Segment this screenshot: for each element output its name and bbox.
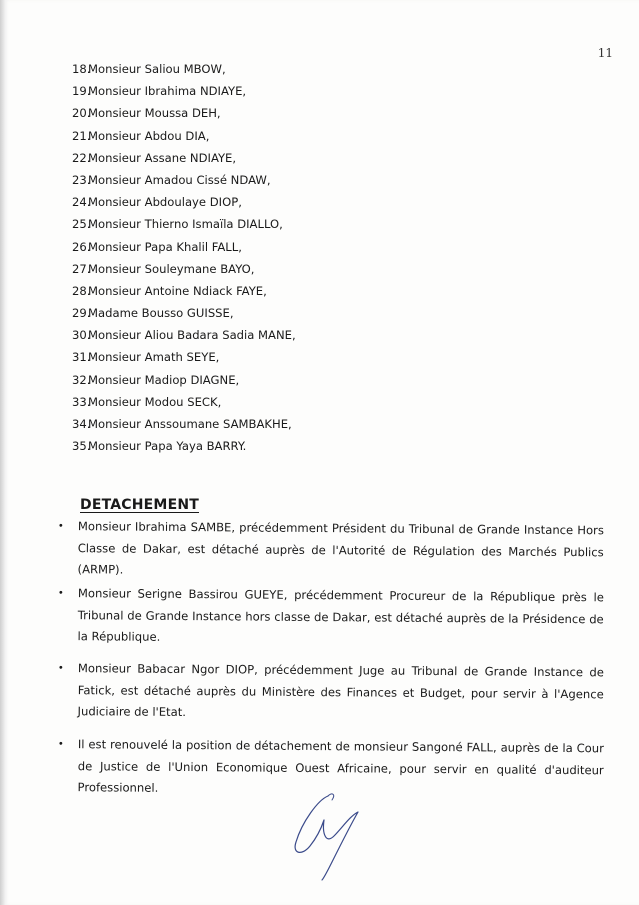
bullet-icon: • [57,521,64,533]
item-text: Monsieur Aliou Badara Sadia MANE, [88,328,296,343]
item-number: 24. [72,195,91,210]
item-text: Monsieur Papa Yaya BARRY. [88,439,247,454]
list-item [72,147,432,169]
item-text: Monsieur Papa Khalil FALL, [88,239,242,254]
section-heading-detachement: DETACHEMENT [80,497,199,513]
item-text: Monsieur Serigne Bassirou GUEYE, précédemment Procureur de la République près le Tribunal de Grande Instance hors classe de Dakar, est détaché auprès de la Présidence de la République. [77,585,604,644]
item-text: Monsieur Madiop DIAGNE, [88,372,240,387]
list-item [55,658,603,727]
list-item [72,80,432,102]
item-number: 28. [72,283,91,298]
list-item [72,125,432,147]
list-item [72,191,432,213]
item-text: Monsieur Amadou Cissé NDAW, [88,172,271,187]
item-number: 23. [72,172,91,187]
item-text: Monsieur Thierno Ismaïla DIALLO, [88,217,283,232]
item-text: Monsieur Babacar Ngor DIOP, précédemment Juge au Tribunal de Grande Instance de Fatick, est détaché auprès du Ministère des Finances et Budget, pour servir à l'Agence Judiciaire de l'Etat. [77,660,604,719]
item-text: Monsieur Abdou DIA, [88,128,210,143]
member-list [72,58,432,457]
item-text: Monsieur Saliou MBOW, [88,62,226,76]
item-number: 20. [72,106,91,121]
item-number: 18. [72,62,91,76]
bullet-icon: • [57,587,64,599]
list-item [72,236,432,258]
list-item [72,435,432,457]
item-number: 26. [72,239,91,254]
item-text: Monsieur Anssoumane SAMBAKHE, [88,417,292,431]
item-number: 19. [72,84,91,99]
list-item [55,516,603,585]
page-number: 11 [597,46,613,60]
list-item [72,169,432,191]
item-number: 35. [72,439,91,454]
list-item [72,213,432,235]
item-text: Monsieur Assane NDIAYE, [88,150,237,165]
list-item [55,583,603,652]
list-item [72,369,432,391]
page-left-edge-shadow [0,0,8,905]
item-number: 30. [72,328,91,343]
item-number: 31. [72,350,91,365]
item-text: Monsieur Modou SECK, [88,394,222,409]
item-text: Monsieur Abdoulaye DIOP, [88,195,242,210]
item-text: Monsieur Ibrahima SAMBE, précédemment Président du Tribunal de Grande Instance Hors Classe de Dakar, est détaché auprès de l'Autorité de Régulation des Marchés Publics (ARMP). [77,519,604,577]
item-number: 22. [72,150,91,165]
item-text: Monsieur Moussa DEH, [88,106,221,121]
list-item [72,58,432,80]
item-number: 25. [72,217,91,232]
list-item [72,346,432,368]
bullet-icon: • [57,662,64,674]
item-number: 32. [72,372,91,387]
bullet-icon: • [57,739,64,751]
item-text: Monsieur Souleymane BAYO, [88,261,255,276]
list-item [72,413,432,435]
item-number: 27. [72,261,91,276]
signature-stroke [295,796,358,880]
item-number: 29. [72,306,91,321]
list-item [72,102,432,124]
list-item [72,258,432,280]
detachement-list [56,516,604,799]
item-number: 33. [72,394,91,409]
list-item [72,324,432,346]
signature-flourish [328,794,334,800]
item-number: 34. [72,417,91,431]
item-text: Monsieur Ibrahima NDIAYE, [88,84,247,99]
list-item [72,391,432,413]
item-number: 21. [72,128,91,143]
item-text: Monsieur Antoine Ndiack FAYE, [88,283,267,298]
handwritten-initial-signature [288,786,378,881]
item-text: Madame Bousso GUISSE, [88,306,234,321]
list-item [72,302,432,324]
item-text: Il est renouvelé la position de détachement de monsieur Sangoné FALL, auprès de la Cour de Justice de l'Union Economique Ouest Africaine, pour servir en qualité d'auditeur Professionnel. [77,737,604,796]
list-item [72,280,432,302]
item-text: Monsieur Amath SEYE, [88,350,220,365]
